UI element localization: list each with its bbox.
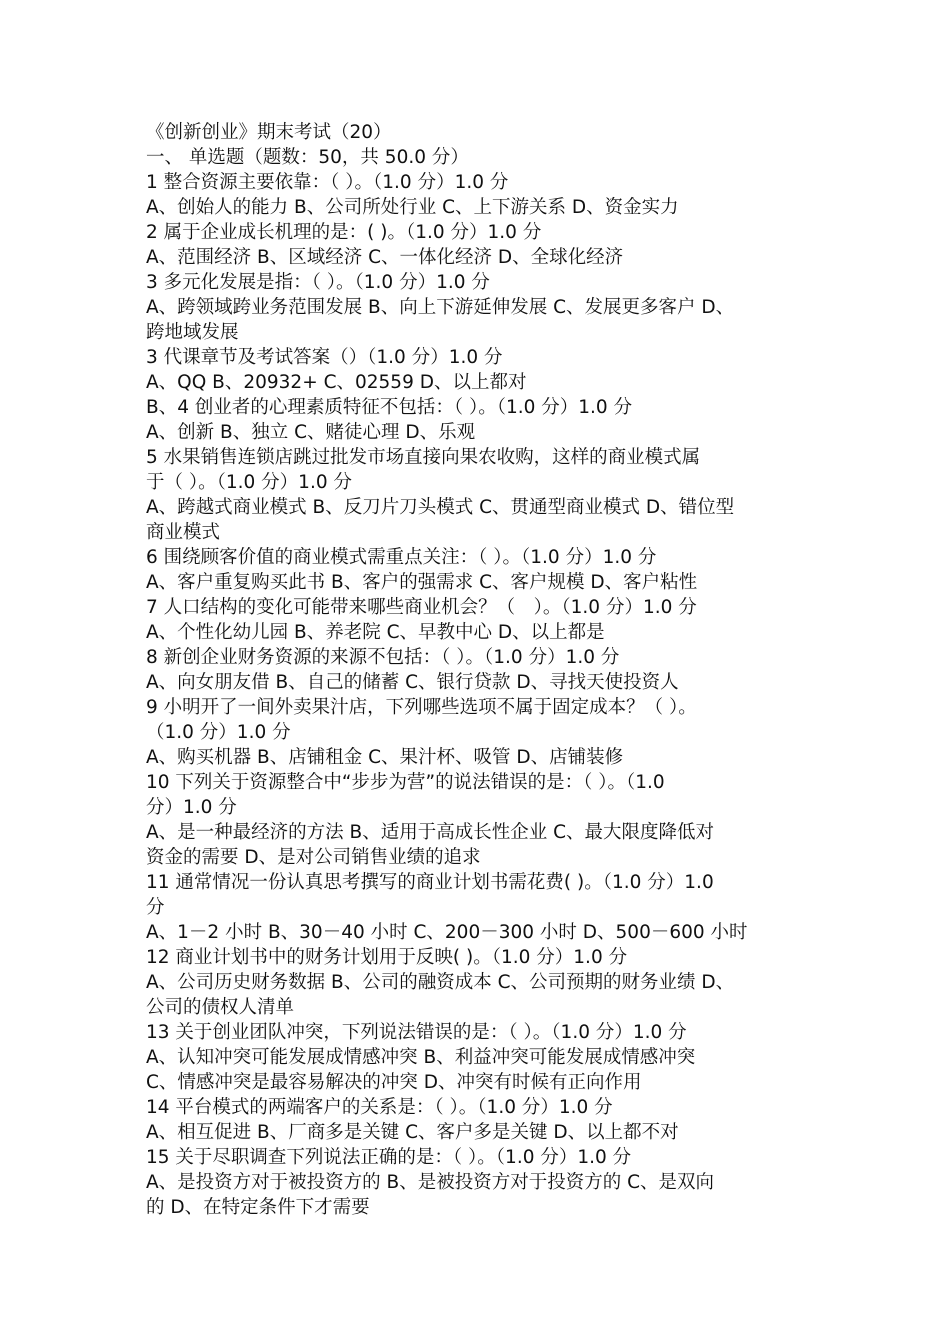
answer-options: 资金的需要 D、是对公司销售业绩的追求 [146, 847, 481, 868]
answer-options: A、是一种最经济的方法 B、适用于高成长性企业 C、最大限度降低对 [146, 822, 715, 843]
answer-options: A、1－2 小时 B、30－40 小时 C、200－300 小时 D、500－600 小时 [146, 922, 748, 943]
section-heading: 一、 单选题（题数：50，共 50.0 分） [146, 147, 469, 168]
answer-options: A、跨领域跨业务范围发展 B、向上下游延伸发展 C、发展更多客户 D、 [146, 297, 735, 318]
question-text: 2 属于企业成长机理的是：( )。（1.0 分）1.0 分 [146, 222, 542, 243]
answer-options: A、范围经济 B、区域经济 C、一体化经济 D、全球化经济 [146, 247, 624, 268]
document-title: 《创新创业》期末考试（20） [146, 122, 392, 143]
question-text: 8 新创企业财务资源的来源不包括：（ ）。（1.0 分）1.0 分 [146, 647, 620, 668]
question-text: B、4 创业者的心理素质特征不包括：（ ）。（1.0 分）1.0 分 [146, 397, 633, 418]
answer-options: 商业模式 [146, 522, 221, 543]
question-text: 15 关于尽职调查下列说法正确的是：（ ）。（1.0 分）1.0 分 [146, 1147, 632, 1168]
answer-options: A、购买机器 B、店铺租金 C、果汁杯、吸管 D、店铺装修 [146, 747, 624, 768]
question-text: 10 下列关于资源整合中“步步为营”的说法错误的是：（ ）。（1.0 [146, 772, 665, 793]
question-text: 9 小明开了一间外卖果汁店，下列哪些选项不属于固定成本？（ ）。 [146, 697, 697, 718]
question-text: 3 代课章节及考试答案（）（1.0 分）1.0 分 [146, 347, 503, 368]
answer-options: A、客户重复购买此书 B、客户的强需求 C、客户规模 D、客户粘性 [146, 572, 698, 593]
document-body [146, 120, 814, 1220]
answer-options: 的 D、在特定条件下才需要 [146, 1197, 370, 1218]
answer-options: A、是投资方对于被投资方的 B、是被投资方对于投资方的 C、是双向 [146, 1172, 715, 1193]
question-text: 6 围绕顾客价值的商业模式需重点关注：（ ）。（1.0 分）1.0 分 [146, 547, 657, 568]
answer-options: A、向女朋友借 B、自己的储蓄 C、银行贷款 D、寻找天使投资人 [146, 672, 679, 693]
question-text: 1 整合资源主要依靠：（ ）。（1.0 分）1.0 分 [146, 172, 509, 193]
question-text: （1.0 分）1.0 分 [146, 722, 291, 743]
answer-options: C、情感冲突是最容易解决的冲突 D、冲突有时候有正向作用 [146, 1072, 642, 1093]
question-text: 分 [146, 897, 165, 918]
question-text: 12 商业计划书中的财务计划用于反映( )。（1.0 分）1.0 分 [146, 947, 628, 968]
answer-options: A、相互促进 B、厂商多是关键 C、客户多是关键 D、以上都不对 [146, 1122, 679, 1143]
question-text: 分）1.0 分 [146, 797, 237, 818]
answer-options: 公司的债权人清单 [146, 997, 295, 1018]
question-text: 7 人口结构的变化可能带来哪些商业机会？（ ）。（1.0 分）1.0 分 [146, 597, 697, 618]
answer-options: A、个性化幼儿园 B、养老院 C、早教中心 D、以上都是 [146, 622, 605, 643]
answer-options: A、跨越式商业模式 B、反刀片刀头模式 C、贯通型商业模式 D、错位型 [146, 497, 735, 518]
question-text: 3 多元化发展是指：（ ）。（1.0 分）1.0 分 [146, 272, 490, 293]
question-text: 14 平台模式的两端客户的关系是：（ ）。（1.0 分）1.0 分 [146, 1097, 613, 1118]
answer-options: 跨地域发展 [146, 322, 239, 343]
question-text: 于（ ）。（1.0 分）1.0 分 [146, 472, 352, 493]
question-text: 11 通常情况一份认真思考撰写的商业计划书需花费( )。（1.0 分）1.0 [146, 872, 714, 893]
question-text: 5 水果销售连锁店跳过批发市场直接向果农收购，这样的商业模式属 [146, 447, 701, 468]
question-text: 13 关于创业团队冲突，下列说法错误的是：（ ）。（1.0 分）1.0 分 [146, 1022, 687, 1043]
answer-options: A、认知冲突可能发展成情感冲突 B、利益冲突可能发展成情感冲突 [146, 1047, 696, 1068]
answer-options: A、创新 B、独立 C、赌徒心理 D、乐观 [146, 422, 476, 443]
answer-options: A、公司历史财务数据 B、公司的融资成本 C、公司预期的财务业绩 D、 [146, 972, 735, 993]
answer-options: A、QQ B、20932+ C、02559 D、以上都对 [146, 372, 527, 393]
answer-options: A、创始人的能力 B、公司所处行业 C、上下游关系 D、资金实力 [146, 197, 679, 218]
